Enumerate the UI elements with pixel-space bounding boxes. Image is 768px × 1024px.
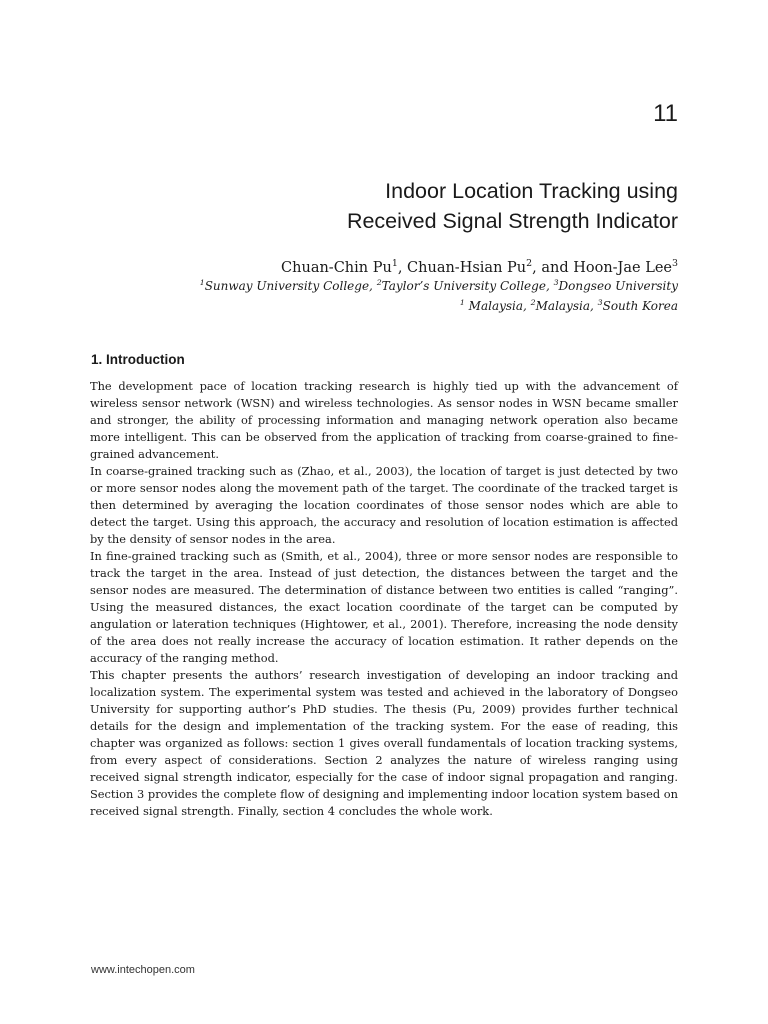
chapter-title xyxy=(118,176,678,236)
country-name: South Korea xyxy=(602,299,678,313)
chapter-number: 11 xyxy=(653,100,678,127)
chapter-title-line: Indoor Location Tracking using xyxy=(385,179,678,203)
country-superscript: 1 xyxy=(459,298,465,307)
author-name: Chuan-Chin Pu xyxy=(281,260,392,276)
author-name: Hoon-Jae Lee xyxy=(573,260,672,276)
affiliation-name: Dongseo University xyxy=(558,279,678,293)
affiliation-superscript: 1 xyxy=(199,278,205,287)
section-body xyxy=(90,378,678,820)
author-separator: , xyxy=(397,260,408,276)
country-superscript: 2 xyxy=(530,298,536,307)
chapter-title-line: Received Signal Strength Indicator xyxy=(346,209,678,233)
country-superscript: 3 xyxy=(597,298,603,307)
author-name: Chuan-Hsian Pu xyxy=(407,260,527,276)
body-paragraph: In fine-grained tracking such as (Smith, et al., 2004), three or more sensor nodes are responsible to track the target in the area. Instead of just detection, the distances between the target and the sensor nodes are measured. The determination of distance between two entities is called “ranging”. Using the measured distances, the exact location coordinate of the target can be computed by angulation or lateration techniques (Hightower, et al., 2001). Therefore, increasing the node density of the area does not really increase the accuracy of location estimation. It rather depends on the accuracy of the ranging method. xyxy=(90,549,678,665)
body-paragraph: In coarse-grained tracking such as (Zhao, et al., 2003), the location of target is just detected by two or more sensor nodes along the movement path of the target. The coordinate of the tracked target is then determined by averaging the location coordinates of those sensor nodes which are able to detect the target. Using this approach, the accuracy and resolution of location estimation is affected by the density of sensor nodes in the area. xyxy=(90,464,678,546)
country-name: Malaysia, xyxy=(464,299,531,313)
author-separator: , and xyxy=(532,260,574,276)
author-superscript: 1 xyxy=(391,258,398,270)
affiliation-name: Taylor’s University College, xyxy=(381,279,554,293)
body-paragraph: The development pace of location tracking research is highly tied up with the advancement of wireless sensor network (WSN) and wireless technologies. As sensor nodes in WSN became smaller and stronger, the ability of processing information and managing network operation also became more intelligent. This can be observed from the application of tracking from coarse-grained to fine-grained advancement. xyxy=(90,379,678,461)
section-heading: 1. Introduction xyxy=(91,352,185,367)
affiliation-institutions xyxy=(200,277,678,295)
affiliation-superscript: 3 xyxy=(553,278,559,287)
author-superscript: 3 xyxy=(672,258,678,270)
country-name: Malaysia, xyxy=(535,299,598,313)
body-paragraph: This chapter presents the authors’ research investigation of developing an indoor tracking and localization system. The experimental system was tested and achieved in the laboratory of Dongseo University for supporting author’s PhD studies. The thesis (Pu, 2009) provides further technical details for the design and implementation of the tracking system. For the ease of reading, this chapter was organized as follows: section 1 gives overall fundamentals of location tracking systems, from every aspect of considerations. Section 2 analyzes the nature of wireless ranging using received signal strength indicator, especially for the case of indoor signal propagation and ranging. Section 3 provides the complete flow of designing and implementing indoor location system based on received signal strength. Finally, section 4 concludes the whole work. xyxy=(90,668,678,818)
author-list xyxy=(281,258,678,278)
author-superscript: 2 xyxy=(526,258,533,270)
footer-url: www.intechopen.com xyxy=(91,964,195,976)
affiliation-countries xyxy=(460,297,678,315)
affiliation-name: Sunway University College, xyxy=(204,279,377,293)
affiliation-superscript: 2 xyxy=(376,278,382,287)
